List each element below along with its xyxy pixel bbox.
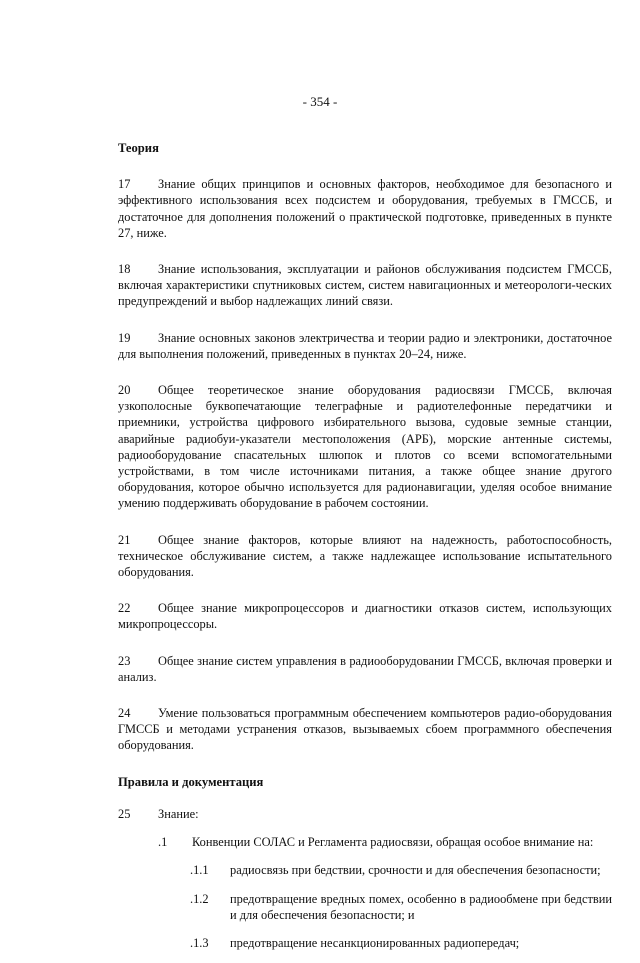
paragraph-19 [118,330,612,362]
paragraph-number: 25 [118,806,131,821]
paragraph-number: 24 [118,706,131,721]
subitem-text: радиосвязь при бедствии, срочности и для обеспечения безопасности; [230,863,601,878]
subitem-1-1 [190,862,612,878]
paragraph-number: 17 [118,177,131,192]
paragraph-number: 23 [118,653,131,668]
subitem-1 [158,834,612,850]
paragraph-22 [118,600,612,632]
paragraph-text: Знание: [158,806,199,821]
subitem-1-3 [190,935,612,951]
subitem-text: предотвращение несанкционированных радиопередач; [230,935,520,950]
paragraph-25 [118,806,612,822]
subitem-text: предотвращение вредных помех, особенно в радиообмене при бедствии и для обеспечения безопасности; и [230,891,612,922]
subitem-number: .1 [158,835,168,850]
paragraph-text: Общее знание систем управления в радиооборудовании ГМССБ, включая проверки и анализ. [118,653,612,684]
paragraph-text: Умение пользоваться программным обеспечением компьютеров радио-оборудования ГМССБ и методами устранения отказов, вызываемых сбоем программного обеспечения оборудования. [118,706,612,753]
paragraph-number: 22 [118,601,131,616]
paragraph-24 [118,705,612,754]
subitem-number: .1.1 [190,863,209,878]
document-body [118,140,612,963]
paragraph-17 [118,176,612,241]
paragraph-text: Общее знание микропроцессоров и диагностики отказов систем, использующих микропроцессоры. [118,601,612,632]
paragraph-23 [118,653,612,685]
subitem-number: .1.2 [190,891,209,906]
paragraph-text: Знание общих принципов и основных факторов, необходимое для безопасного и эффективного использования всех подсистем и оборудования, требуемых в ГМССБ, и достаточное для дополнения положений о практической подготовке, приведенных в пункте 27, ниже. [118,177,612,240]
paragraph-number: 20 [118,383,131,398]
page-number: - 354 - [302,94,338,109]
paragraph-21 [118,532,612,581]
paragraph-text: Знание основных законов электричества и теории радио и электроники, достаточное для выполнения положений, приведенных в пунктах 20–24, ниже. [118,330,612,361]
paragraph-text: Знание использования, эксплуатации и районов обслуживания подсистем ГМССБ, включая характеристики спутниковых систем, систем навигационных и метеорологи-ческих предупреждений и выбор надлежащих линий связи. [118,262,612,309]
section-heading-rules: Правила и документация [118,774,264,789]
paragraph-text: Общее знание факторов, которые влияют на надежность, работоспособность, техническое обслуживание систем, а также надлежащее использование испытательного оборудования. [118,532,612,580]
paragraph-number: 19 [118,330,131,345]
paragraph-18 [118,261,612,310]
paragraph-text: Общее теоретическое знание оборудования радиосвязи ГМССБ, включая узкополосные буквопечатающие телеграфные и радиотелефонные передатчики и приемники, устройства цифрового избирательного вызова, судовые земные станции, аварийные радиобуи-указатели местоположения (АРБ), морские антенные системы, радиооборудование спасательных шлюпок и плотов со всеми вспомогательными устройствами, в том числе источниками питания, а также общее знание другого оборудования, которое обычно используется для радионавигации, уделяя особое внимание умению поддерживать оборудование в рабочем состоянии. [118,383,612,511]
paragraph-20 [118,382,612,512]
section-heading-theory: Теория [118,141,159,155]
paragraph-number: 18 [118,262,131,277]
paragraph-number: 21 [118,532,131,547]
subitem-1-2 [190,891,612,923]
subitem-text: Конвенции СОЛАС и Регламента радиосвязи, обращая особое внимание на: [192,835,594,850]
subitem-number: .1.3 [190,935,209,950]
